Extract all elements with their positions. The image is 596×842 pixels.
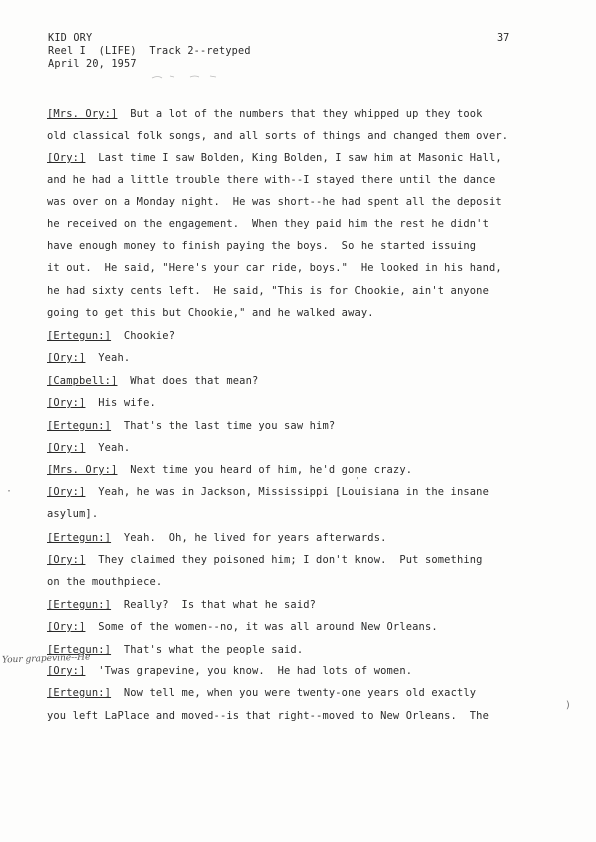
speaker-label: [Ertegun:] — [47, 532, 112, 544]
transcript-line — [47, 262, 502, 274]
transcript-line — [47, 576, 162, 588]
speaker-label: [Campbell:] — [47, 375, 118, 387]
transcript-line — [47, 285, 489, 297]
line-text: But a lot of the numbers that they whipped up they took — [117, 108, 483, 120]
line-text: They claimed they poisoned him; I don't know. Put something — [85, 554, 483, 566]
transcript-line — [47, 599, 316, 611]
line-text: have enough money to finish paying the boys. So he started issuing — [47, 240, 477, 252]
transcript-line — [47, 420, 335, 432]
transcript-line — [47, 554, 483, 566]
transcript-line — [47, 508, 98, 520]
scan-mark-small: ' — [355, 476, 360, 485]
transcript-line — [47, 130, 508, 142]
speaker-label: [Mrs. Ory:] — [47, 108, 118, 120]
line-text: Some of the women--no, it was all around New Orleans. — [85, 621, 438, 633]
transcript-line — [47, 108, 483, 120]
scan-mark — [150, 70, 230, 82]
transcript-line — [47, 464, 412, 476]
transcript-line — [47, 174, 495, 186]
line-text: you left LaPlace and moved--is that right--moved to New Orleans. The — [47, 710, 489, 722]
line-text: That's the last time you saw him? — [111, 420, 336, 432]
speaker-label: [Ory:] — [47, 352, 86, 364]
transcript-line — [47, 687, 476, 699]
transcript-line — [47, 352, 130, 364]
line-text: it out. He said, "Here's your car ride, boys." He looked in his hand, — [47, 262, 502, 274]
line-text: 'Twas grapevine, you know. He had lots of women. — [85, 665, 413, 677]
line-text: was over on a Monday night. He was short--he had spent all the deposit — [47, 196, 502, 208]
header-title: KID ORY — [48, 33, 93, 44]
scan-mark-right: ) — [565, 700, 572, 711]
transcript-line — [47, 665, 412, 677]
line-text: What does that mean? — [117, 375, 259, 387]
transcript-line — [47, 442, 130, 454]
page-number: 37 — [497, 33, 510, 44]
transcript-line — [47, 486, 489, 498]
line-text: Next time you heard of him, he'd gone crazy. — [117, 464, 413, 476]
scan-dot: · — [6, 486, 13, 497]
speaker-label: [Ory:] — [47, 665, 86, 677]
speaker-label: [Ory:] — [47, 554, 86, 566]
transcript-line — [47, 240, 476, 252]
line-text: asylum]. — [47, 508, 99, 520]
line-text: Chookie? — [111, 330, 176, 342]
line-text: he had sixty cents left. He said, "This is for Chookie, ain't anyone — [47, 285, 489, 297]
header-reel-track: Reel I (LIFE) Track 2--retyped — [48, 46, 251, 57]
line-text: going to get this but Chookie," and he walked away. — [47, 307, 374, 319]
speaker-label: [Ertegun:] — [47, 420, 112, 432]
line-text: old classical folk songs, and all sorts of things and changed them over. — [47, 130, 509, 142]
speaker-label: [Ertegun:] — [47, 330, 112, 342]
transcript-line — [47, 532, 387, 544]
transcript-line — [47, 375, 258, 387]
line-text: Last time I saw Bolden, King Bolden, I saw him at Masonic Hall, — [85, 152, 502, 164]
speaker-label: [Ory:] — [47, 397, 86, 409]
header-date: April 20, 1957 — [48, 59, 137, 70]
speaker-label: [Ory:] — [47, 621, 86, 633]
transcript-line — [47, 218, 489, 230]
line-text: Yeah. Oh, he lived for years afterwards. — [111, 532, 387, 544]
line-text: His wife. — [85, 397, 156, 409]
line-text: and he had a little trouble there with--I stayed there until the dance — [47, 174, 496, 186]
line-text: on the mouthpiece. — [47, 576, 163, 588]
transcript-line — [47, 397, 156, 409]
handwritten-margin-note: Your grapevine--He — [1, 652, 91, 666]
speaker-label: [Mrs. Ory:] — [47, 464, 118, 476]
speaker-label: [Ory:] — [47, 486, 86, 498]
transcript-line — [47, 196, 502, 208]
transcript-line — [47, 152, 502, 164]
speaker-label: [Ertegun:] — [47, 599, 112, 611]
line-text: Really? Is that what he said? — [111, 599, 317, 611]
line-text: Yeah. — [85, 352, 131, 364]
speaker-label: [Ory:] — [47, 152, 86, 164]
line-text: Yeah. — [85, 442, 131, 454]
line-text: Yeah, he was in Jackson, Mississippi [Louisiana in the insane — [85, 486, 489, 498]
speaker-label: [Ertegun:] — [47, 687, 112, 699]
line-text: That's what the people said. — [111, 644, 304, 656]
transcript-line — [47, 710, 489, 722]
speaker-label: [Ory:] — [47, 442, 86, 454]
line-text: he received on the engagement. When they paid him the rest he didn't — [47, 218, 489, 230]
transcript-line — [47, 307, 374, 319]
transcript-line — [47, 621, 438, 633]
speaker-label: [Ertegun:] — [47, 644, 112, 656]
line-text: Now tell me, when you were twenty-one years old exactly — [111, 687, 477, 699]
transcript-line — [47, 330, 175, 342]
